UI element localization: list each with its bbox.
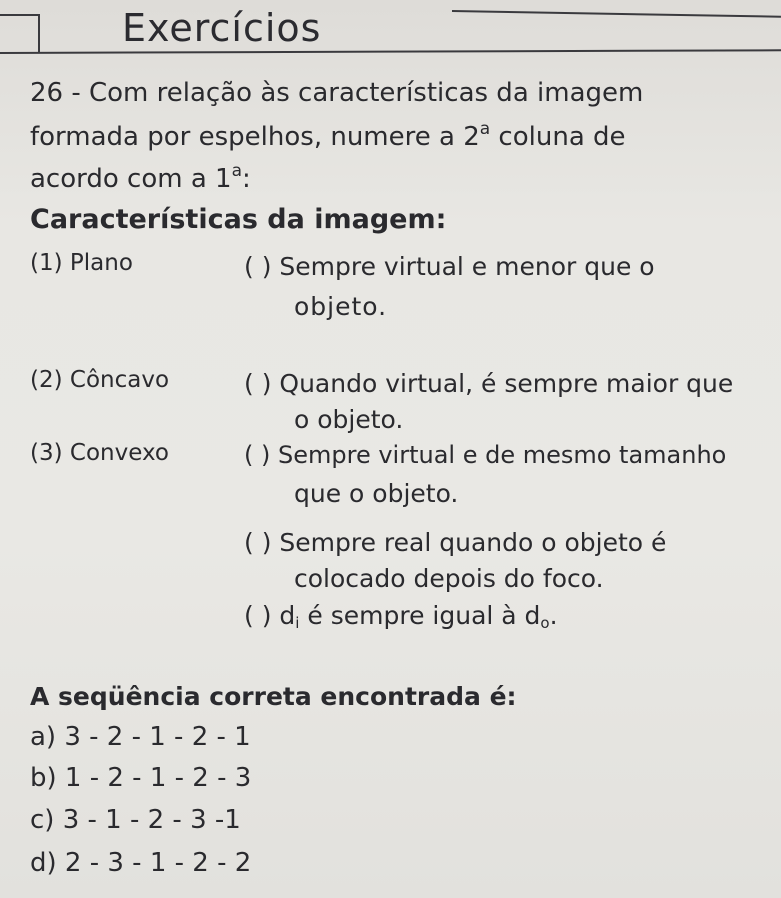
ordinal-sup: a <box>479 119 491 139</box>
column2-item-2-line-1: ( ) Quando virtual, é sempre maior que <box>244 369 734 398</box>
section-heading: Características da imagem: <box>30 204 447 235</box>
column2-item-4-line-2: colocado depois do foco. <box>294 564 604 593</box>
question-intro-line-2 <box>30 119 626 152</box>
subscript-i: i <box>295 614 300 632</box>
question-intro-line-1: 26 - Com relação às características da imagem <box>30 78 644 108</box>
option-c: c) 3 - 1 - 2 - 3 -1 <box>30 805 241 835</box>
column2-item-5-start: ( ) d <box>244 601 296 630</box>
question-intro-line-3-end: : <box>242 164 251 194</box>
column1-item-convexo: (3) Convexo <box>30 440 169 466</box>
column1-item-concavo: (2) Côncavo <box>30 367 170 393</box>
column2-item-3-line-2: que o objeto. <box>294 479 459 508</box>
option-d: d) 2 - 3 - 1 - 2 - 2 <box>30 848 252 878</box>
header-rule-left <box>0 14 40 16</box>
ordinal-sup: a <box>231 161 242 181</box>
option-b: b) 1 - 2 - 1 - 2 - 3 <box>30 763 252 793</box>
column2-item-1-line-2: objeto. <box>294 292 388 321</box>
option-a: a) 3 - 2 - 1 - 2 - 1 <box>30 722 251 752</box>
column2-item-4-line-1: ( ) Sempre real quando o objeto é <box>244 528 667 557</box>
question-intro-line-2-text: formada por espelhos, numere a 2 <box>30 122 480 152</box>
column2-item-5-mid: é sempre igual à d <box>299 601 541 630</box>
header-rule-bottom <box>0 49 781 54</box>
header-rule-right <box>452 10 781 18</box>
column2-item-1-line-1: ( ) Sempre virtual e menor que o <box>244 252 655 281</box>
question-intro-line-2-end: coluna de <box>490 122 626 152</box>
question-intro-line-3 <box>30 161 251 194</box>
column2-item-5 <box>244 601 558 630</box>
header-rule-vertical <box>38 14 40 52</box>
question-intro-line-3-text: acordo com a 1 <box>30 164 232 194</box>
answer-prompt: A seqüência correta encontrada é: <box>30 682 517 711</box>
subscript-o: o <box>540 614 550 632</box>
page-title: Exercícios <box>122 6 322 50</box>
column1-item-plano: (1) Plano <box>30 250 133 276</box>
column2-item-3-line-1: ( ) Sempre virtual e de mesmo tamanho <box>244 441 727 469</box>
column2-item-5-end: . <box>549 601 558 630</box>
column2-item-2-line-2: o objeto. <box>294 405 404 434</box>
